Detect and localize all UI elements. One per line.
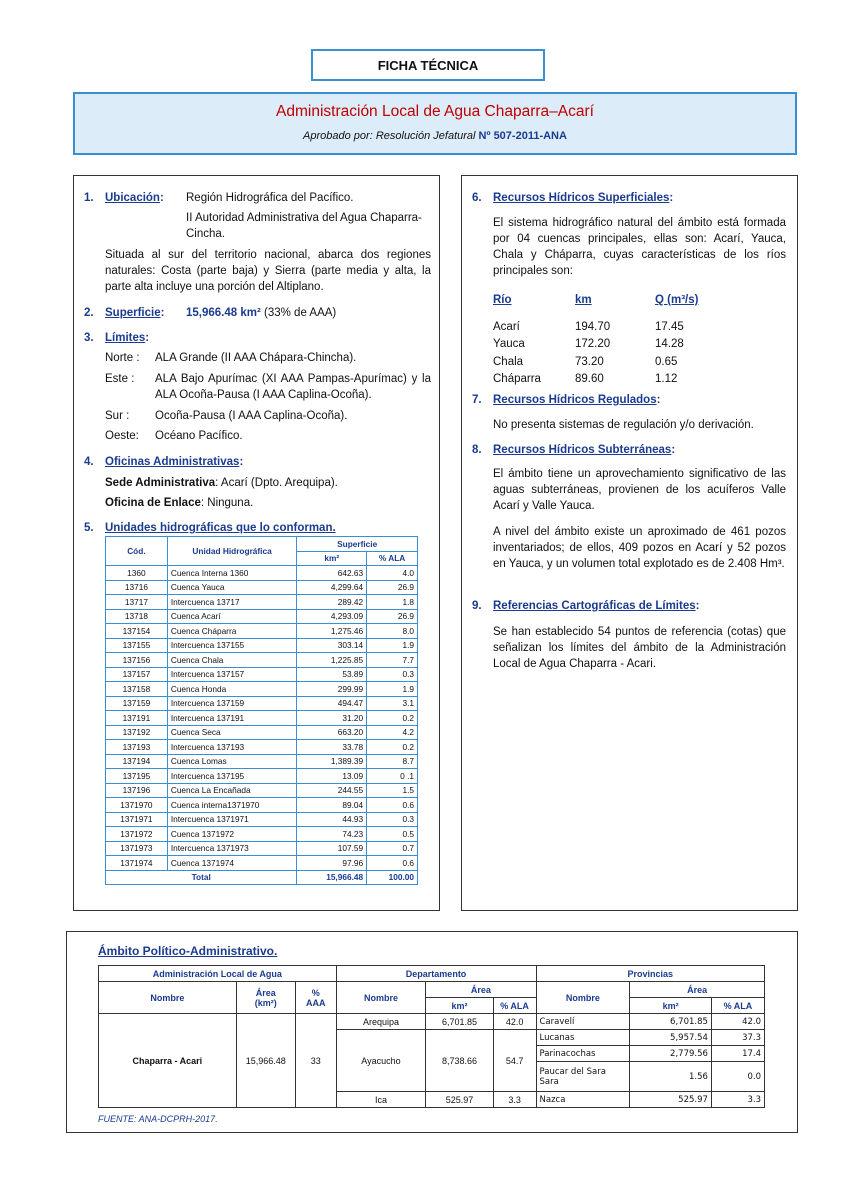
cell-pct: 8.0 bbox=[367, 624, 418, 639]
prov-nombre: Parinacochas bbox=[536, 1046, 630, 1062]
s3-colon: : bbox=[145, 332, 150, 344]
cell-km2: 303.14 bbox=[297, 638, 367, 653]
cell-km2: 663.20 bbox=[297, 725, 367, 740]
col-ala-area-unit: (km²) bbox=[254, 997, 277, 1008]
ala-nombre: Chaparra - Acari bbox=[99, 1014, 237, 1108]
s1-colon: : bbox=[159, 192, 164, 204]
cell-km2: 13.09 bbox=[297, 769, 367, 784]
s5-label: Unidades hidrográficas que lo conforman. bbox=[105, 522, 336, 534]
cell-q: 1.12 bbox=[655, 373, 678, 386]
s3-heading bbox=[105, 330, 149, 346]
cell-pct: 0.5 bbox=[367, 827, 418, 842]
col-ala-pct bbox=[295, 982, 336, 1014]
s3-oeste-key: Oeste: bbox=[105, 430, 139, 442]
prov-pct: 37.3 bbox=[711, 1030, 764, 1046]
s3-sur-value: Ocoña-Pausa (I AAA Caplina-Ocoña). bbox=[155, 410, 348, 422]
cell-cod: 1371970 bbox=[106, 798, 168, 813]
cell-unidad: Cuenca Lomas bbox=[167, 754, 297, 769]
s7-colon: : bbox=[656, 394, 661, 406]
prov-nombre: Nazca bbox=[536, 1092, 630, 1108]
total-label: Total bbox=[106, 870, 297, 885]
table-row bbox=[106, 740, 418, 755]
cell-cod: 137192 bbox=[106, 725, 168, 740]
col-dep-pct: % ALA bbox=[493, 998, 536, 1014]
river-row bbox=[493, 371, 698, 389]
cell-pct: 0.2 bbox=[367, 740, 418, 755]
cell-unidad: Intercuenca 13717 bbox=[167, 595, 297, 610]
table-row bbox=[106, 638, 418, 653]
prov-nombre: Caravelí bbox=[536, 1014, 630, 1030]
s7-paragraph: No presenta sistemas de regulación y/o derivación. bbox=[493, 419, 754, 431]
cell-rio: Yauca bbox=[493, 338, 525, 351]
s6-heading bbox=[493, 190, 673, 206]
cell-cod: 137154 bbox=[106, 624, 168, 639]
cell-unidad: Cuenca Interna 1360 bbox=[167, 566, 297, 581]
cell-km2: 4,293.09 bbox=[297, 609, 367, 624]
cell-unidad: Cuenca Cháparra bbox=[167, 624, 297, 639]
table-row bbox=[106, 580, 418, 595]
cell-pct: 0.7 bbox=[367, 841, 418, 856]
cell-cod: 13717 bbox=[106, 595, 168, 610]
col-cod: Cód. bbox=[106, 537, 168, 566]
col-group-ala: Administración Local de Agua bbox=[99, 966, 337, 982]
cell-cod: 137156 bbox=[106, 653, 168, 668]
s2-number: 2. bbox=[84, 307, 94, 319]
cell-pct: 1.8 bbox=[367, 595, 418, 610]
cell-q: 0.65 bbox=[655, 355, 678, 368]
politico-table bbox=[98, 965, 765, 1108]
page-subtitle bbox=[75, 130, 795, 142]
cell-unidad: Cuenca interna1371970 bbox=[167, 798, 297, 813]
river-row bbox=[493, 336, 698, 354]
cell-km: 172.20 bbox=[575, 338, 611, 351]
cell-q: 17.45 bbox=[655, 320, 684, 333]
col-km2: km² bbox=[297, 551, 367, 566]
table-row bbox=[106, 653, 418, 668]
prov-pct: 3.3 bbox=[711, 1092, 764, 1108]
s1-heading bbox=[105, 190, 164, 206]
dep-pct: 42.0 bbox=[493, 1014, 536, 1030]
prov-nombre: Paucar del Sara Sara bbox=[536, 1062, 630, 1092]
ala-pct: 33 bbox=[295, 1014, 336, 1108]
total-pct: 100.00 bbox=[367, 870, 418, 885]
col-group-departamento: Departamento bbox=[336, 966, 536, 982]
cell-pct: 4.2 bbox=[367, 725, 418, 740]
s4-number: 4. bbox=[84, 456, 94, 468]
col-prov-nombre: Nombre bbox=[536, 982, 630, 1014]
col-prov-pct: % ALA bbox=[711, 998, 764, 1014]
col-prov-km2: km² bbox=[630, 998, 712, 1014]
s9-colon: : bbox=[695, 600, 700, 612]
col-ala-pct-label: % bbox=[311, 987, 320, 998]
dep-pct: 54.7 bbox=[493, 1030, 536, 1092]
cell-rio: Cháparra bbox=[493, 373, 541, 386]
cell-unidad: Cuenca Honda bbox=[167, 682, 297, 697]
cell-unidad: Cuenca Seca bbox=[167, 725, 297, 740]
cell-km2: 642.63 bbox=[297, 566, 367, 581]
cell-cod: 137155 bbox=[106, 638, 168, 653]
col-ala-area bbox=[236, 982, 295, 1014]
s3-number: 3. bbox=[84, 332, 94, 344]
cell-km2: 299.99 bbox=[297, 682, 367, 697]
s4-sede-value: : Acarí (Dpto. Arequipa). bbox=[215, 477, 338, 489]
cell-pct: 8.7 bbox=[367, 754, 418, 769]
politico-title-text: Ámbito Político-Administrativo bbox=[98, 944, 275, 958]
cell-km2: 74.23 bbox=[297, 827, 367, 842]
s2-heading bbox=[105, 305, 164, 321]
table-row bbox=[106, 827, 418, 842]
cell-cod: 1360 bbox=[106, 566, 168, 581]
cell-unidad: Intercuenca 137191 bbox=[167, 711, 297, 726]
s3-norte-key: Norte : bbox=[105, 352, 140, 364]
cell-km2: 44.93 bbox=[297, 812, 367, 827]
dep-km2: 6,701.85 bbox=[426, 1014, 493, 1030]
prov-km2: 525.97 bbox=[630, 1092, 712, 1108]
s8-label: Recursos Hídricos Subterráneas bbox=[493, 444, 672, 456]
s5-number: 5. bbox=[84, 522, 94, 534]
cell-unidad: Cuenca Yauca bbox=[167, 580, 297, 595]
s4-enlace bbox=[105, 495, 253, 511]
col-dep-area: Área bbox=[426, 982, 536, 998]
s4-enlace-key: Oficina de Enlace bbox=[105, 497, 201, 509]
cell-km2: 107.59 bbox=[297, 841, 367, 856]
s4-sede-key: Sede Administrativa bbox=[105, 477, 216, 489]
prov-nombre: Lucanas bbox=[536, 1030, 630, 1046]
s3-label: Límites bbox=[105, 332, 146, 344]
s9-label: Referencias Cartográficas de Límites bbox=[493, 600, 696, 612]
s3-este-value: ALA Bajo Apurímac (XI AAA Pampas-Apurímac) y la ALA Ocoña-Pausa (I AAA Caplina-Ocoña). bbox=[155, 373, 431, 401]
cell-km2: 4,299.64 bbox=[297, 580, 367, 595]
cell-unidad: Intercuenca 137195 bbox=[167, 769, 297, 784]
table-row bbox=[106, 667, 418, 682]
s9-paragraph: Se han establecido 54 puntos de referencia (cotas) que señalizan los límites del ámbito de la Administración Local de Agua Chaparra - Acari. bbox=[493, 626, 786, 670]
cell-unidad: Cuenca La Encañada bbox=[167, 783, 297, 798]
s6-label: Recursos Hídricos Superficiales bbox=[493, 192, 670, 204]
s6-colon: : bbox=[669, 192, 674, 204]
cell-pct: 0.3 bbox=[367, 667, 418, 682]
s4-enlace-value: : Ninguna. bbox=[200, 497, 254, 509]
s8-number: 8. bbox=[472, 444, 482, 456]
s2-pct: (33% de AAA) bbox=[264, 307, 337, 319]
s2-value-line bbox=[186, 305, 336, 321]
table-row bbox=[106, 595, 418, 610]
cell-km2: 89.04 bbox=[297, 798, 367, 813]
cell-unidad: Intercuenca 1371973 bbox=[167, 841, 297, 856]
cell-unidad: Cuenca Chala bbox=[167, 653, 297, 668]
prov-pct: 0.0 bbox=[711, 1062, 764, 1092]
dep-km2: 8,738.66 bbox=[426, 1030, 493, 1092]
table-row bbox=[106, 841, 418, 856]
cell-km: 194.70 bbox=[575, 320, 611, 333]
table-row bbox=[106, 798, 418, 813]
cell-cod: 137157 bbox=[106, 667, 168, 682]
total-row bbox=[106, 870, 418, 885]
s1-label: Ubicación bbox=[105, 192, 160, 204]
table-row bbox=[106, 609, 418, 624]
rivers-table bbox=[493, 288, 698, 388]
cell-km2: 1,225.85 bbox=[297, 653, 367, 668]
politico-row bbox=[99, 1014, 765, 1030]
river-row bbox=[493, 353, 698, 371]
cell-pct: 3.1 bbox=[367, 696, 418, 711]
s8-colon: : bbox=[671, 444, 676, 456]
s1-line2: II Autoridad Administrativa del Agua Chaparra-Cincha. bbox=[186, 212, 422, 240]
prov-pct: 17.4 bbox=[711, 1046, 764, 1062]
cell-km2: 289.42 bbox=[297, 595, 367, 610]
cell-cod: 137196 bbox=[106, 783, 168, 798]
cell-pct: 0.3 bbox=[367, 812, 418, 827]
s6-number: 6. bbox=[472, 192, 482, 204]
cell-pct: 0.2 bbox=[367, 711, 418, 726]
cell-km: 89.60 bbox=[575, 373, 604, 386]
cell-cod: 137158 bbox=[106, 682, 168, 697]
col-km: km bbox=[575, 294, 592, 306]
subtitle-prefix: Aprobado por: Resolución Jefatural bbox=[303, 130, 479, 142]
s2-label: Superficie bbox=[105, 307, 161, 319]
cell-cod: 1371974 bbox=[106, 856, 168, 871]
cell-cod: 137195 bbox=[106, 769, 168, 784]
s1-line1: Región Hidrográfica del Pacífico. bbox=[186, 192, 354, 204]
cell-km: 73.20 bbox=[575, 355, 604, 368]
cell-unidad: Cuenca 1371972 bbox=[167, 827, 297, 842]
s4-heading bbox=[105, 454, 243, 470]
prov-pct: 42.0 bbox=[711, 1014, 764, 1030]
cell-cod: 1371973 bbox=[106, 841, 168, 856]
ala-area: 15,966.48 bbox=[236, 1014, 295, 1108]
cell-cod: 13716 bbox=[106, 580, 168, 595]
dep-pct: 3.3 bbox=[493, 1092, 536, 1108]
politico-title: Ámbito Político-Administrativo. bbox=[98, 944, 278, 958]
table-row bbox=[106, 682, 418, 697]
table-row bbox=[106, 856, 418, 871]
cell-pct: 0 .1 bbox=[367, 769, 418, 784]
table-row bbox=[106, 725, 418, 740]
s9-number: 9. bbox=[472, 600, 482, 612]
col-dep-km2: km² bbox=[426, 998, 493, 1014]
cell-rio: Chala bbox=[493, 355, 524, 368]
cell-unidad: Intercuenca 137155 bbox=[167, 638, 297, 653]
cell-km2: 1,275.46 bbox=[297, 624, 367, 639]
river-row bbox=[493, 318, 698, 336]
s7-label: Recursos Hídricos Regulados bbox=[493, 394, 657, 406]
prov-km2: 5,957.54 bbox=[630, 1030, 712, 1046]
s3-oeste-value: Océano Pacífico. bbox=[155, 430, 243, 442]
s7-heading bbox=[493, 392, 660, 408]
cell-pct: 1.9 bbox=[367, 682, 418, 697]
s4-label: Oficinas Administrativas bbox=[105, 456, 240, 468]
table-row bbox=[106, 696, 418, 711]
s4-colon: : bbox=[239, 456, 244, 468]
cell-cod: 137159 bbox=[106, 696, 168, 711]
col-prov-area: Área bbox=[630, 982, 765, 998]
cell-pct: 26.9 bbox=[367, 609, 418, 624]
col-unidad: Unidad Hidrográfica bbox=[167, 537, 297, 566]
prov-km2: 6,701.85 bbox=[630, 1014, 712, 1030]
header-box bbox=[73, 92, 797, 155]
col-q: Q (m³/s) bbox=[655, 294, 699, 306]
cell-pct: 4.0 bbox=[367, 566, 418, 581]
cell-unidad: Intercuenca 137159 bbox=[167, 696, 297, 711]
cell-cod: 13718 bbox=[106, 609, 168, 624]
s8-paragraph-1: El ámbito tiene un aprovechamiento significativo de las aguas subterráneas, provienen de los acuíferos Valle Acarí y Valle Yauca. bbox=[493, 468, 786, 512]
col-dep-nombre: Nombre bbox=[336, 982, 426, 1014]
col-superficie: Superficie bbox=[297, 537, 418, 552]
cell-km2: 33.78 bbox=[297, 740, 367, 755]
cell-km2: 53.89 bbox=[297, 667, 367, 682]
cell-cod: 137193 bbox=[106, 740, 168, 755]
col-pct-ala: % ALA bbox=[367, 551, 418, 566]
cell-unidad: Intercuenca 137193 bbox=[167, 740, 297, 755]
cell-unidad: Cuenca Acarí bbox=[167, 609, 297, 624]
s1-number: 1. bbox=[84, 192, 94, 204]
prov-km2: 1.56 bbox=[630, 1062, 712, 1092]
cell-km2: 1,389.39 bbox=[297, 754, 367, 769]
cell-q: 14.28 bbox=[655, 338, 684, 351]
col-ala-area-label: Área bbox=[255, 987, 276, 998]
cell-cod: 1371972 bbox=[106, 827, 168, 842]
cell-pct: 0.6 bbox=[367, 798, 418, 813]
table-row bbox=[106, 783, 418, 798]
s9-heading bbox=[493, 598, 699, 614]
cell-km2: 244.55 bbox=[297, 783, 367, 798]
hydro-units-table bbox=[105, 536, 418, 885]
total-km2: 15,966.48 bbox=[297, 870, 367, 885]
s3-sur-key: Sur : bbox=[105, 410, 130, 422]
cell-pct: 1.9 bbox=[367, 638, 418, 653]
table-row bbox=[106, 624, 418, 639]
dep-km2: 525.97 bbox=[426, 1092, 493, 1108]
s3-norte-value: ALA Grande (II AAA Chápara-Chincha). bbox=[155, 352, 357, 364]
s4-sede bbox=[105, 475, 338, 491]
s6-paragraph: El sistema hidrográfico natural del ámbito está formada por 04 cuencas principales, ellas son: Acarí, Yauca, Chala y Cháparra, cuyas características de los ríos principales son: bbox=[493, 217, 786, 277]
s7-number: 7. bbox=[472, 394, 482, 406]
dep-nombre: Arequipa bbox=[336, 1014, 426, 1030]
cell-cod: 1371971 bbox=[106, 812, 168, 827]
table-row bbox=[106, 769, 418, 784]
s2-colon: : bbox=[160, 307, 165, 319]
fuente: FUENTE: ANA-DCPRH-2017. bbox=[98, 1114, 218, 1124]
page-title: Administración Local de Agua Chaparra–Acarí bbox=[276, 103, 594, 120]
table-row bbox=[106, 754, 418, 769]
table-row bbox=[106, 566, 418, 581]
cell-km2: 494.47 bbox=[297, 696, 367, 711]
cell-rio: Acarí bbox=[493, 320, 520, 333]
cell-cod: 137191 bbox=[106, 711, 168, 726]
col-group-provincias: Provincias bbox=[536, 966, 765, 982]
cell-km2: 31.20 bbox=[297, 711, 367, 726]
s1-paragraph: Situada al sur del territorio nacional, abarca dos regiones naturales: Costa (parte baja) y Sierra (parte media y alta, la parte alta incluye una porción del Altiplano. bbox=[105, 249, 431, 293]
dep-nombre: Ayacucho bbox=[336, 1030, 426, 1092]
cell-pct: 7.7 bbox=[367, 653, 418, 668]
cell-cod: 137194 bbox=[106, 754, 168, 769]
ficha-tecnica-title: FICHA TÉCNICA bbox=[311, 49, 545, 81]
table-row bbox=[106, 711, 418, 726]
s2-value: 15,966.48 km² bbox=[186, 307, 261, 319]
col-rio: Río bbox=[493, 294, 512, 306]
col-ala-aaa: AAA bbox=[305, 997, 326, 1008]
col-ala-nombre: Nombre bbox=[99, 982, 237, 1014]
cell-unidad: Cuenca 1371974 bbox=[167, 856, 297, 871]
s8-heading bbox=[493, 442, 675, 458]
cell-pct: 0.6 bbox=[367, 856, 418, 871]
cell-pct: 26.9 bbox=[367, 580, 418, 595]
cell-unidad: Intercuenca 1371971 bbox=[167, 812, 297, 827]
s8-paragraph-2: A nivel del ámbito existe un aproximado de 461 pozos inventariados; de ellos, 409 pozos en Acarí y 52 pozos en Yauca, y un volumen total explotado es de 2.408 Hm³. bbox=[493, 526, 786, 570]
s3-este-key: Este : bbox=[105, 373, 135, 385]
table-row bbox=[106, 812, 418, 827]
cell-unidad: Intercuenca 137157 bbox=[167, 667, 297, 682]
prov-km2: 2,779.56 bbox=[630, 1046, 712, 1062]
dep-nombre: Ica bbox=[336, 1092, 426, 1108]
cell-pct: 1.5 bbox=[367, 783, 418, 798]
resolution-number: Nº 507-2011-ANA bbox=[478, 130, 567, 142]
cell-km2: 97.96 bbox=[297, 856, 367, 871]
